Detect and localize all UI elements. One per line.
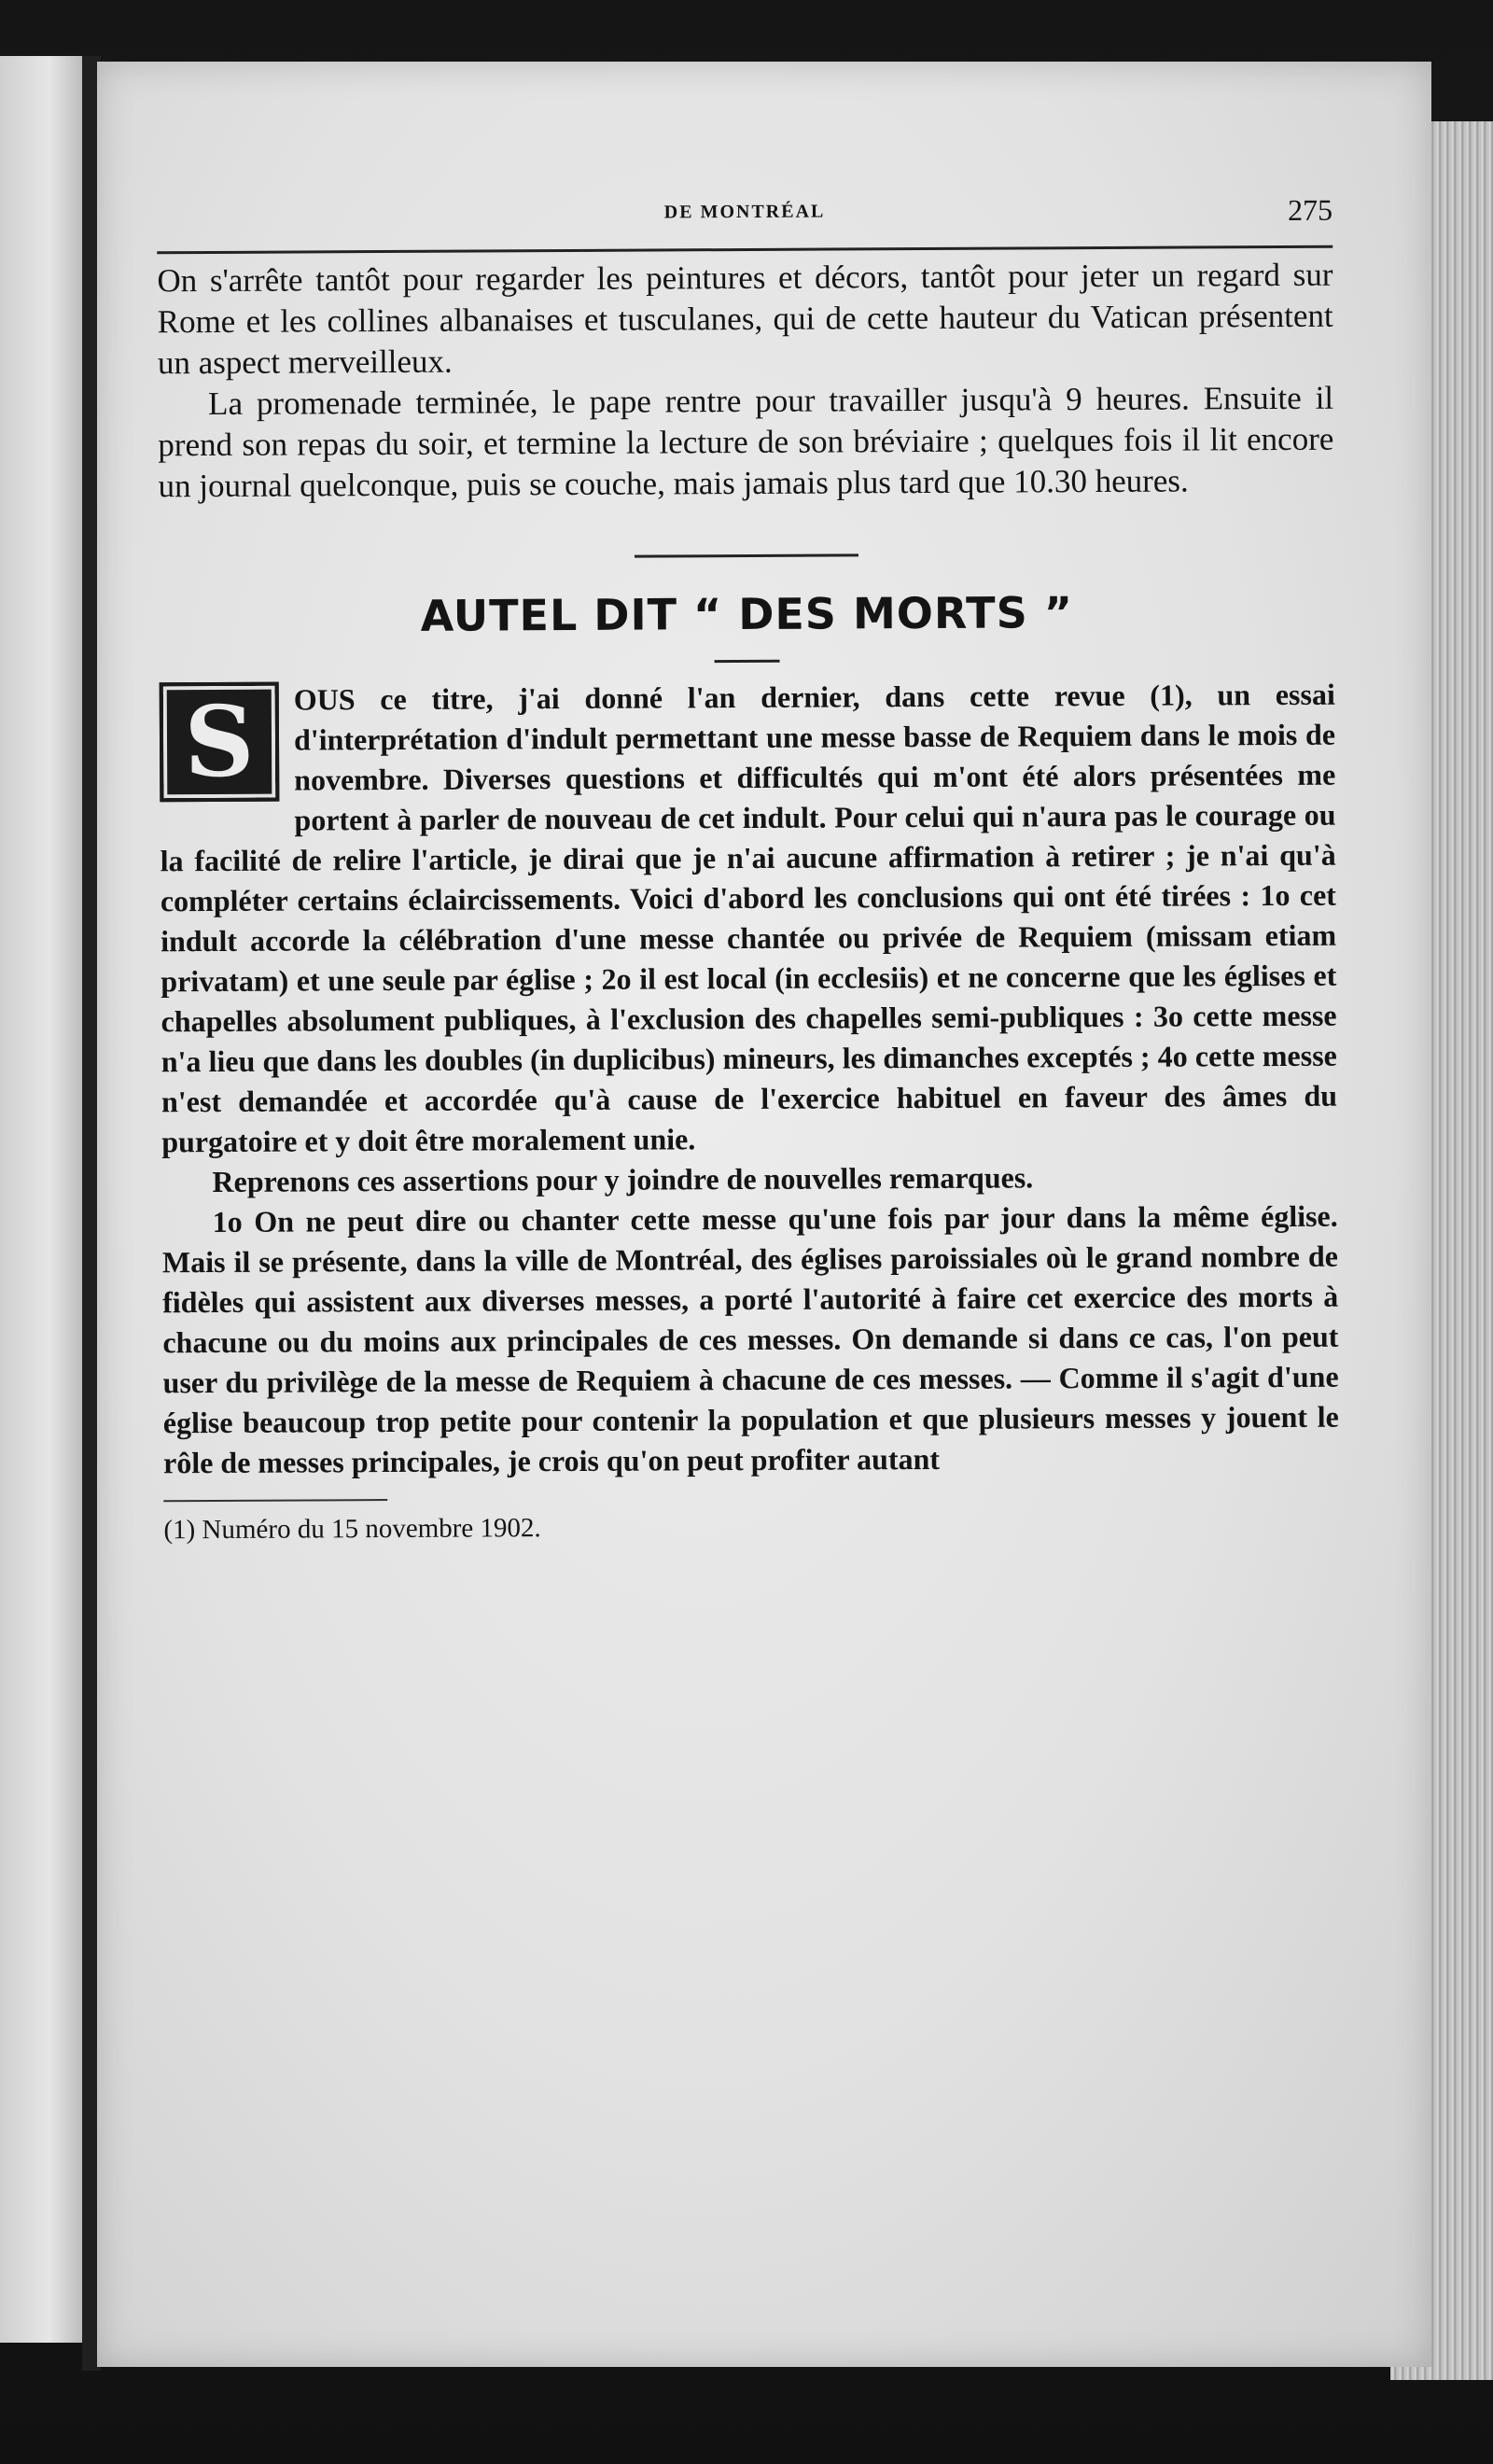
article-paragraph-3: 1o On ne peut dire ou chanter cette messe qu'une fois par jour dans la même église. Mais il se présente, dans la ville de Montréal, des églises paroissiales où le grand nombre de fidèles qui assistent aux diverses messes, a porté l'autorité à faire cet exercice des morts à chacune ou du moins aux principales de ces messes. On demande si dans ce cas, l'on peut user du privilège de la messe de Requiem à chacune de ces messes. — Comme il s'agit d'une église beaucoup trop petite pour contenir la population et que plusieurs messes y jouent le rôle de messes principales, je crois qu'on peut profiter autant [161,1198,1339,1480]
running-header [157,192,1333,258]
article-paragraph-2: Reprenons ces assertions pour y joindre de nouvelles remarques. [212,1160,1034,1199]
article-body [160,675,1339,1484]
book-page [97,62,1431,2367]
drop-cap-ornament: S [160,682,280,803]
intro-text [157,255,1333,508]
footnote: (1) Numéro du 15 novembre 1902. [163,1513,541,1546]
page-number: 275 [1287,192,1333,227]
intro-paragraph-1: On s'arrête tantôt pour regarder les peintures et décors, tantôt pour jeter un regard sur Rome et les collines albanaises et tusculanes, qui de cette hauteur du Vatican présentent un aspect merveilleux. [157,256,1333,382]
article-paragraph-1-text: OUS ce titre, j'ai donné l'an dernier, dans cette revue (1), un essai d'interprétation d'indult permettant une messe basse de Requiem dans le mois de novembre. Diverses questions et difficultés qui m'ont été alors présentées me portent à parler de nouveau de cet indult. Pour celui qui n'aura pas le courage ou la facilité de relire l'article, je dirai que je n'ai aucune affirmation à retirer ; je n'ai qu'à compléter certains éclaircissements. Voici d'abord les conclusions qui ont été tirées : 1o cet indult accorde la célébration d'une messe chantée ou privée de Requiem (missam etiam privatam) et une seule par église ; 2o il est local (in ecclesiis) et ne concerne que les églises et chapelles absolument publiques, à l'exclusion des chapelles semi-publiques : 3o cette messe n'a lieu que dans les doubles (in duplicibus) mineurs, les dimanches exceptés ; 4o cette messe n'est demandée et accordée qu'à cause de l'exercice habituel en faveur des âmes du purgatoire et y doit être moralement unie. [160,677,1338,1159]
intro-paragraph-2: La promenade terminée, le pape rentre pour travailler jusqu'à 9 heures. Ensuite il prend son repas du soir, et termine la lecture de son bréviaire ; quelques fois il lit encore un journal quelconque, puis se couche, mais jamais plus tard que 10.30 heures. [158,379,1334,505]
article-title: AUTEL DIT “ DES MORTS ” [420,587,1074,641]
footnote-rule [163,1499,387,1502]
page-content [157,192,1344,2287]
left-page-edge [0,56,82,2343]
title-underline-rule [715,660,780,663]
header-rule [157,245,1333,255]
article-paragraph-1 [160,675,1338,1163]
section-separator-rule [635,553,858,557]
running-title: DE MONTRÉAL [663,201,826,223]
